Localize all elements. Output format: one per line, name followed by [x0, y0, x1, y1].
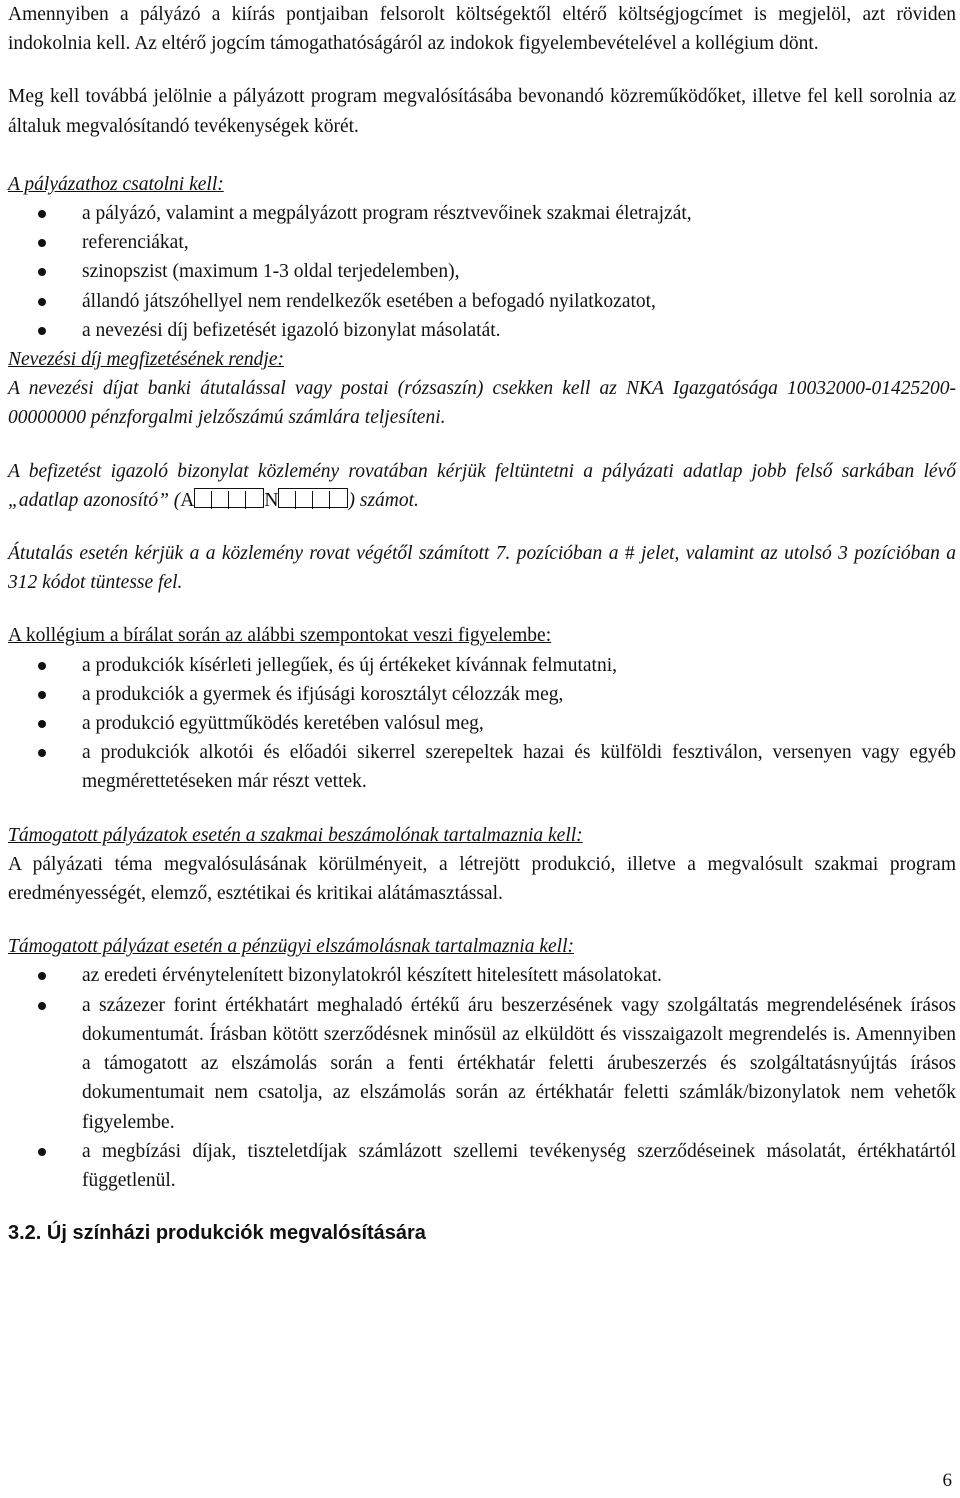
section-heading: 3.2. Új színházi produkciók megvalósítására	[8, 1222, 426, 1245]
heading-professional-report: Támogatott pályázatok esetén a szakmai beszámolónak tartalmaznia kell:	[8, 824, 583, 846]
list-item: a produkció együttműködés keretében valósul meg,	[8, 709, 956, 738]
identifier-boxes-n	[278, 488, 348, 508]
heading-fee-payment: Nevezési díj megfizetésének rendje:	[8, 349, 284, 371]
bullet-icon	[38, 749, 46, 757]
paragraph-proof-identifier: A befizetést igazoló bizonylat közlemény rovatában kérjük feltüntetni a pályázati adatlap jobb felső sarkában lévő „adatlap azonosító” (A N ) számot.	[8, 460, 956, 511]
list-item: a megbízási díjak, tiszteletdíjak számlázott szellemi tevékenység szerződéseinek másolatát, értékhatártól függetlenül.	[8, 1137, 956, 1195]
list-item: a produkciók kísérleti jellegűek, és új értékeket kívánnak felmutatni,	[8, 651, 956, 680]
list-item: a produkciók a gyermek és ifjúsági korosztályt célozzák meg,	[8, 680, 956, 709]
paragraph-fee-payment: A nevezési díjat banki átutalással vagy postai (rózsaszín) csekken kell az NKA Igazgatósága 10032000-01425200-00000000 pénzforgalmi jelzőszámú számlára teljesíteni.	[8, 378, 956, 429]
list-item: a pályázó, valamint a megpályázott program résztvevőinek szakmai életrajzát,	[8, 199, 956, 228]
paragraph-transfer: Átutalás esetén kérjük a a közlemény rovat végétől számított 7. pozícióban a # jelet, valamint az utolsó 3 pozícióban a 312 kódot tüntesse fel.	[8, 543, 956, 594]
list-item: szinopszist (maximum 1-3 oldal terjedelemben),	[8, 257, 956, 286]
bullet-icon	[38, 720, 46, 728]
attachments-list	[8, 199, 956, 345]
paragraph-cost-justification: Amennyiben a pályázó a kiírás pontjaiban felsorolt költségektől eltérő költségjogcímet is megjelöl, azt röviden indokolnia kell. Az eltérő jogcím támogathatóságáról az indokok figyelembevételével a kollégium dönt.	[8, 4, 956, 55]
list-item: a produkciók alkotói és előadói sikerrel szerepeltek hazai és külföldi fesztiválon, versenyen vagy egyéb megmérettetéseken már részt vettek.	[8, 738, 956, 796]
page-number: 6	[942, 1470, 952, 1491]
bullet-icon	[38, 298, 46, 306]
heading-attachments: A pályázathoz csatolni kell:	[8, 173, 224, 195]
criteria-list	[8, 651, 956, 797]
list-item: a nevezési díj befizetését igazoló bizonylat másolatát.	[8, 316, 956, 345]
bullet-icon	[38, 268, 46, 276]
paragraph-professional-report: A pályázati téma megvalósulásának körülményeit, a létrejött produkció, illetve a megvalósult szakmai program eredményességét, elemző, esztétikai és kritikai alátámasztással.	[8, 853, 956, 905]
heading-financial-settlement: Támogatott pályázat esetén a pénzügyi elszámolásnak tartalmaznia kell:	[8, 936, 574, 958]
list-item: referenciákat,	[8, 228, 956, 257]
bullet-icon	[38, 1002, 46, 1010]
document-page	[8, 0, 956, 1248]
list-item: az eredeti érvénytelenített bizonylatokról készített hitelesített másolatokat.	[8, 961, 956, 990]
finance-list	[8, 961, 956, 1195]
list-item: a százezer forint értékhatárt meghaladó értékű áru beszerzésének vagy szolgáltatás megrendelésének írásos dokumentumát. Írásban kötött szerződésnek minősül az elküldött és visszaigazolt megrendelés is. Amennyiben a támogatott az elszámolás során a fenti értékhatár feletti árubeszerzés és szolgáltatásnyújtás írásos dokumentumait nem csatolja, az elszámolás során az értékhatár feletti számlák/bizonylatok nem vehetők figyelembe.	[8, 991, 956, 1137]
bullet-icon	[38, 1148, 46, 1156]
bullet-icon	[38, 327, 46, 335]
bullet-icon	[38, 662, 46, 670]
list-item: állandó játszóhellyel nem rendelkezők esetében a befogadó nyilatkozatot,	[8, 287, 956, 316]
bullet-icon	[38, 691, 46, 699]
bullet-icon	[38, 972, 46, 980]
identifier-boxes-a	[194, 488, 264, 508]
bullet-icon	[38, 210, 46, 218]
paragraph-contributors: Meg kell továbbá jelölnie a pályázott program megvalósításába bevonandó közreműködőket, illetve fel kell sorolnia az általuk megvalósítandó tevékenységek körét.	[8, 86, 956, 137]
heading-criteria: A kollégium a bírálat során az alábbi szempontokat veszi figyelembe:	[8, 625, 552, 647]
bullet-icon	[38, 239, 46, 247]
